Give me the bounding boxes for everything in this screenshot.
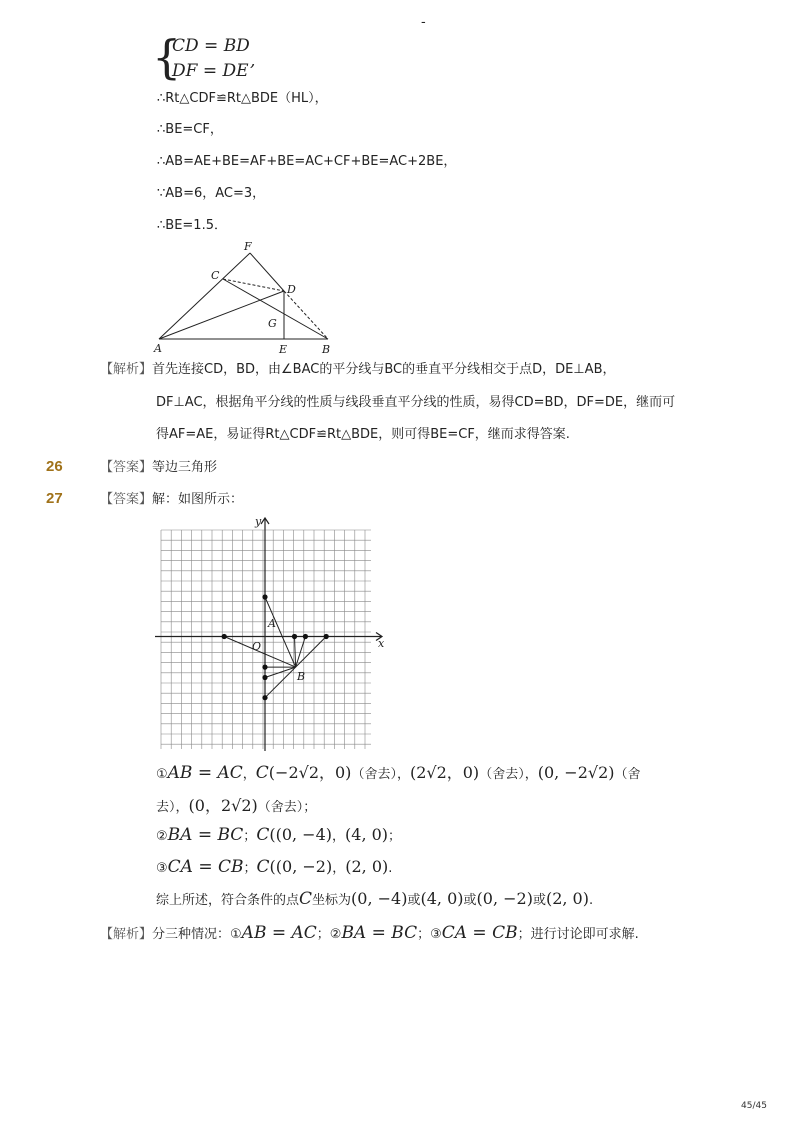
label-f: F	[244, 240, 252, 253]
label-x-axis: x	[378, 637, 385, 650]
equation-df-de: DF = DE	[172, 61, 249, 81]
equation-comma: ,	[250, 51, 256, 71]
discard-note: 去），	[156, 800, 189, 815]
left-brace: {	[152, 30, 182, 84]
summary-text: 或	[532, 893, 546, 908]
question-number-27: 27	[46, 490, 63, 507]
label-e: E	[279, 343, 288, 356]
summary-text: .	[588, 893, 594, 908]
analysis-tag: 【解析】	[100, 927, 153, 942]
label-b: B	[322, 343, 331, 356]
separator: ；	[388, 829, 402, 844]
question-number-26: 26	[46, 458, 63, 475]
point-c-symbol: C	[299, 889, 313, 909]
label-d: D	[287, 283, 296, 296]
condition-ba-bc: BA = BC	[341, 923, 418, 943]
summary-text: 或	[463, 893, 477, 908]
analysis-text: ；进行讨论即可求解.	[517, 927, 639, 942]
point-c	[262, 695, 267, 700]
point-c	[262, 665, 267, 670]
equation-cd-bd: CD = BD	[172, 36, 250, 56]
label-g: G	[268, 317, 277, 330]
coordinate-grid-figure	[150, 508, 395, 756]
analysis-27-line	[100, 923, 639, 944]
point-c-symbol: C	[256, 857, 270, 877]
point-c	[262, 675, 267, 680]
case-2-line	[156, 825, 401, 846]
circled-two: ②	[156, 829, 168, 844]
condition-ab-ac: AB = AC	[241, 923, 317, 943]
separator: ，	[242, 767, 256, 782]
coordinate: (−2√2，0)	[268, 763, 352, 782]
point-c	[303, 634, 308, 639]
coordinate: (4, 0)	[345, 825, 389, 844]
analysis-25-line3: 得AF=AE，易证得Rt△CDF≌Rt△BDE，则可得BE=CF，继而求得答案.	[156, 427, 570, 442]
summary-text: 综上所述，符合条件的点	[156, 893, 300, 908]
case-3-line	[156, 857, 392, 878]
analysis-text: ；②	[316, 927, 342, 942]
coordinate: (0，2√2)	[188, 796, 258, 815]
circled-three: ③	[156, 861, 168, 876]
line-af	[159, 253, 250, 339]
coordinate: (2, 0)	[345, 857, 389, 876]
answer-text: 解：如图所示：	[152, 492, 244, 507]
condition-ca-cb: CA = CB	[167, 857, 244, 877]
separator: ，	[332, 861, 346, 876]
condition-ca-cb: CA = CB	[441, 923, 518, 943]
label-point-b: B	[297, 670, 306, 683]
analysis-25-line2: DF⊥AC，根据角平分线的性质与线段垂直平分线的性质，易得CD=BD，DF=DE，继而可	[156, 395, 676, 410]
proof-step: ∵AB=6，AC=3，	[157, 186, 266, 201]
coordinate: (2, 0)	[545, 889, 589, 908]
point-a	[262, 594, 267, 599]
proof-step: ∴Rt△CDF≌Rt△BDE（HL），	[157, 91, 328, 106]
separator: ；	[243, 829, 257, 844]
dashed-db	[284, 291, 328, 339]
summary-text: 或	[407, 893, 421, 908]
label-y-axis: y	[255, 515, 262, 528]
proof-step: ∴BE=CF，	[157, 122, 223, 137]
summary-text: 坐标为	[312, 893, 352, 908]
proof-step: ∴AB=AE+BE=AF+BE=AC+CF+BE=AC+2BE，	[157, 154, 457, 169]
answer-27	[100, 491, 243, 509]
analysis-tag: 【解析】	[100, 362, 153, 377]
discard-note: （舍	[614, 767, 641, 782]
coordinate: (4, 0)	[420, 889, 464, 908]
condition-ab-ac: AB = AC	[167, 763, 243, 783]
coordinate: ((0, −2)	[269, 857, 333, 876]
circled-one: ①	[156, 767, 168, 782]
coordinate: (0, −4)	[351, 889, 408, 908]
proof-step: ∴BE=1.5．	[157, 218, 227, 233]
analysis-text: 首先连接CD，BD，由∠BAC的平分线与BC的垂直平分线相交于点D，DE⊥AB，	[152, 362, 616, 377]
answer-tag: 【答案】	[100, 460, 153, 475]
discard-note: （舍去）；	[257, 800, 317, 815]
triangle-figure	[150, 238, 350, 360]
case-1-line-a	[156, 760, 641, 784]
line-cb	[223, 279, 328, 339]
line-ad	[159, 291, 284, 339]
separator: .	[388, 861, 393, 876]
discard-note: （舍去），	[351, 767, 410, 782]
answer-text: 等边三角形	[152, 460, 218, 475]
analysis-text: 分三种情况：①	[152, 927, 242, 942]
coordinate: (0, −2)	[476, 889, 533, 908]
label-a: A	[154, 342, 162, 355]
coordinate: (0, −2√2)	[537, 763, 615, 782]
summary-line	[156, 889, 593, 910]
label-c: C	[211, 269, 220, 282]
discard-note: （舍去），	[479, 767, 538, 782]
answer-tag: 【答案】	[100, 492, 153, 507]
point-c	[324, 634, 329, 639]
condition-ba-bc: BA = BC	[167, 825, 244, 845]
case-1-line-b	[156, 793, 316, 817]
point-c	[222, 634, 227, 639]
point-c	[292, 634, 297, 639]
analysis-text: ；③	[417, 927, 442, 942]
top-mark: -	[421, 15, 426, 30]
point-c-symbol: C	[255, 763, 269, 783]
coordinate: (2√2，0)	[409, 763, 480, 782]
page-number: 45/45	[741, 1101, 767, 1111]
separator: ，	[332, 829, 346, 844]
label-origin: O	[252, 640, 262, 653]
analysis-25-line1	[100, 361, 615, 379]
label-point-a: A	[268, 617, 276, 630]
answer-26	[100, 459, 217, 477]
coordinate: ((0, −4)	[269, 825, 332, 844]
separator: ；	[243, 861, 257, 876]
point-c-symbol: C	[256, 825, 270, 845]
